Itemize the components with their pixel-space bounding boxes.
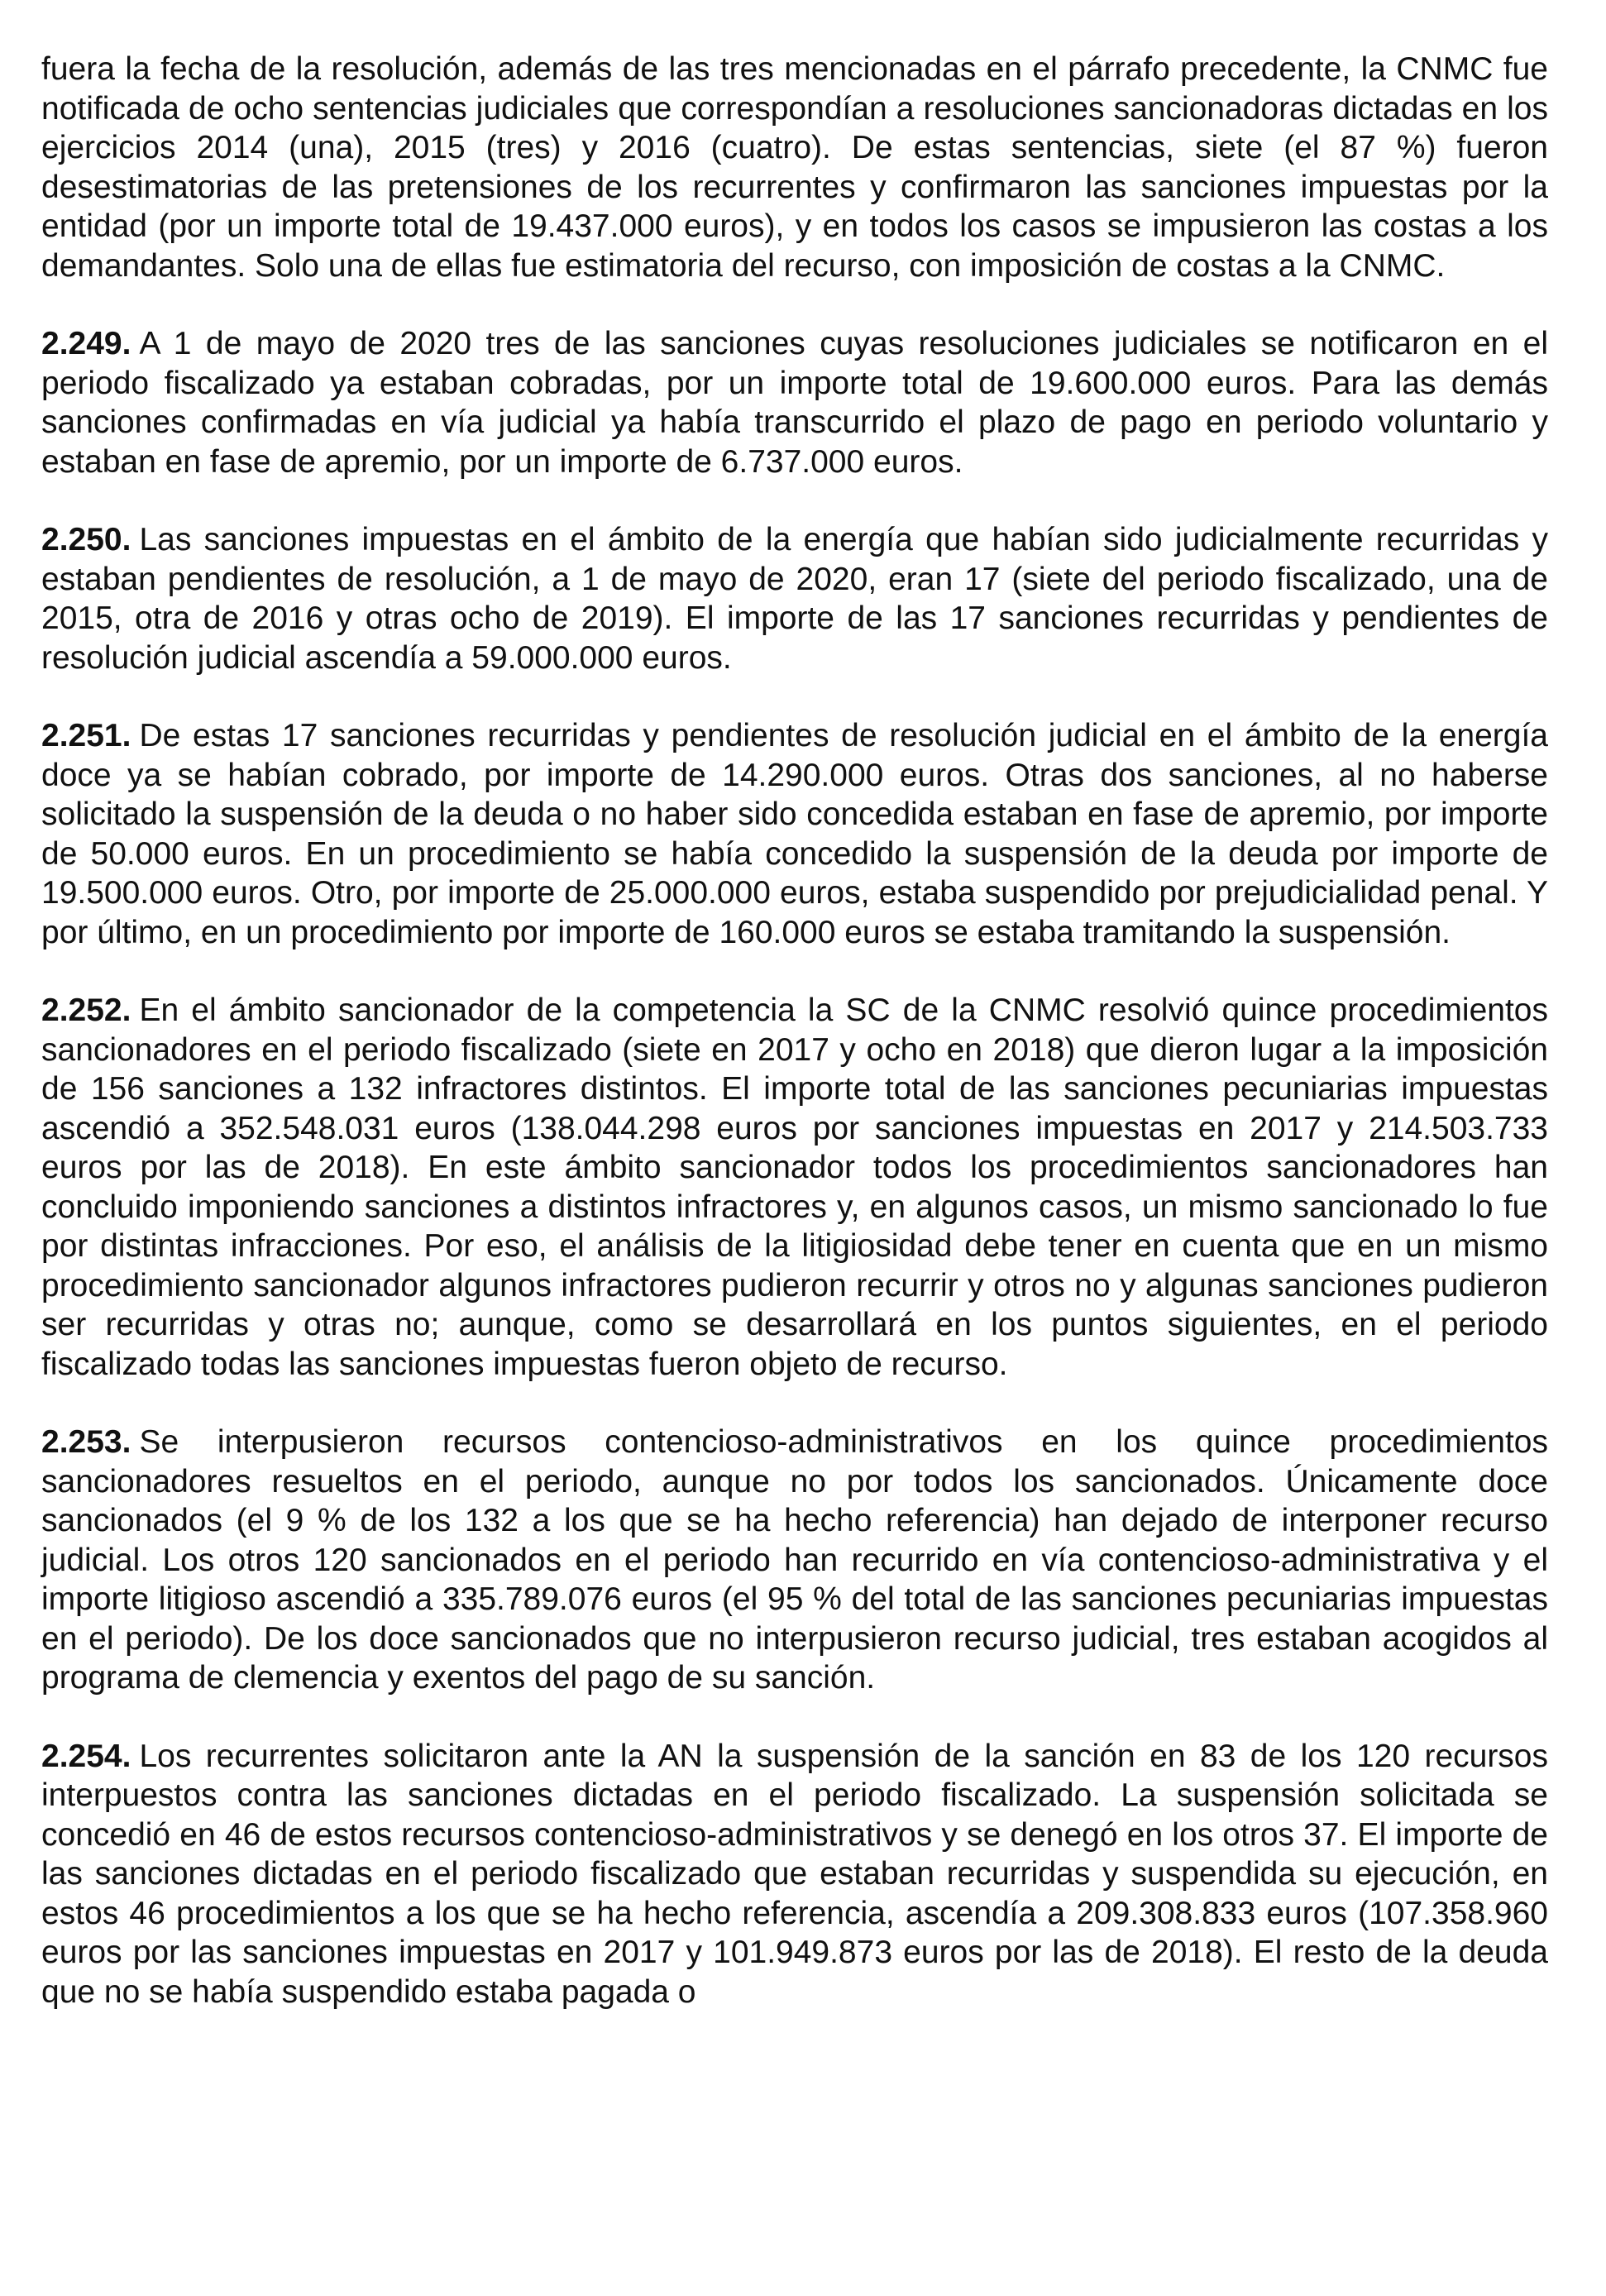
paragraph-number: 2.254. <box>41 1738 131 1774</box>
paragraph-2-253 <box>41 1423 1548 1698</box>
paragraph-text: De estas 17 sanciones recurridas y pendientes de resolución judicial en el ámbito de la energía doce ya se habían cobrado, por importe de 14.290.000 euros. Otras dos sanciones, al no haberse solicitado la suspensión de la deuda o no haber sido concedida estaban en fase de apremio, por importe de 50.000 euros. En un procedimiento se había concedido la suspensión de la deuda por importe de 19.500.000 euros. Otro, por importe de 25.000.000 euros, estaba suspendido por prejudicialidad penal. Y por último, en un procedimiento por importe de 160.000 euros se estaba tramitando la suspensión. <box>41 718 1548 950</box>
paragraph-2-254 <box>41 1737 1548 2012</box>
paragraph-2-249 <box>41 324 1548 481</box>
paragraph-number: 2.250. <box>41 522 131 557</box>
paragraph-number: 2.249. <box>41 326 131 361</box>
paragraph-text: A 1 de mayo de 2020 tres de las sanciones cuyas resoluciones judiciales se notificaron en el periodo fiscalizado ya estaban cobradas, por un importe total de 19.600.000 euros. Para las demás sanciones confirmadas en vía judicial ya había transcurrido el plazo de pago en periodo voluntario y estaban en fase de apremio, por un importe de 6.737.000 euros. <box>41 326 1548 480</box>
paragraph-number: 2.252. <box>41 993 131 1028</box>
paragraph-2-250 <box>41 520 1548 677</box>
paragraph-text: Las sanciones impuestas en el ámbito de la energía que habían sido judicialmente recurridas y estaban pendientes de resolución, a 1 de mayo de 2020, eran 17 (siete del periodo fiscalizado, una de 2015, otra de 2016 y otras ocho de 2019). El importe de las 17 sanciones recurridas y pendientes de resolución judicial ascendía a 59.000.000 euros. <box>41 522 1548 676</box>
paragraph-2-252 <box>41 991 1548 1384</box>
paragraph-number: 2.251. <box>41 718 131 753</box>
paragraph-number: 2.253. <box>41 1424 131 1460</box>
paragraph-text: En el ámbito sancionador de la competencia la SC de la CNMC resolvió quince procedimientos sancionadores en el periodo fiscalizado (siete en 2017 y ocho en 2018) que dieron lugar a la imposición de 156 sanciones a 132 infractores distintos. El importe total de las sanciones pecuniarias impuestas ascendió a 352.548.031 euros (138.044.298 euros por sanciones impuestas en 2017 y 214.503.733 euros por las de 2018). En este ámbito sancionador todos los procedimientos sancionadores han concluido imponiendo sanciones a distintos infractores y, en algunos casos, un mismo sancionado lo fue por distintas infracciones. Por eso, el análisis de la litigiosidad debe tener en cuenta que en un mismo procedimiento sancionador algunos infractores pudieron recurrir y otros no y algunas sanciones pudieron ser recurridas y otras no; aunque, como se desarrollará en los puntos siguientes, en el periodo fiscalizado todas las sanciones impuestas fueron objeto de recurso. <box>41 993 1548 1382</box>
paragraph-continuation <box>41 50 1548 285</box>
paragraph-2-251 <box>41 716 1548 952</box>
paragraph-text: Los recurrentes solicitaron ante la AN la suspensión de la sanción en 83 de los 120 recursos interpuestos contra las sanciones dictadas en el periodo fiscalizado. La suspensión solicitada se concedió en 46 de estos recursos contencioso-administrativos y se denegó en los otros 37. El importe de las sanciones dictadas en el periodo fiscalizado que estaban recurridas y suspendida su ejecución, en estos 46 procedimientos a los que se ha hecho referencia, ascendía a 209.308.833 euros (107.358.960 euros por las sanciones impuestas en 2017 y 101.949.873 euros por las de 2018). El resto de la deuda que no se había suspendido estaba pagada o <box>41 1738 1548 2010</box>
paragraph-text: Se interpusieron recursos contencioso-administrativos en los quince procedimientos sancionadores resueltos en el periodo, aunque no por todos los sancionados. Únicamente doce sancionados (el 9 % de los 132 a los que se ha hecho referencia) han dejado de interponer recurso judicial. Los otros 120 sancionados en el periodo han recurrido en vía contencioso-administrativa y el importe litigioso ascendió a 335.789.076 euros (el 95 % del total de las sanciones pecuniarias impuestas en el periodo). De los doce sancionados que no interpusieron recurso judicial, tres estaban acogidos al programa de clemencia y exentos del pago de su sanción. <box>41 1424 1548 1696</box>
paragraph-text: fuera la fecha de la resolución, además de las tres mencionadas en el párrafo precedente, la CNMC fue notificada de ocho sentencias judiciales que correspondían a resoluciones sancionadoras dictadas en los ejercicios 2014 (una), 2015 (tres) y 2016 (cuatro). De estas sentencias, siete (el 87 %) fueron desestimatorias de las pretensiones de los recurrentes y confirmaron las sanciones impuestas por la entidad (por un importe total de 19.437.000 euros), y en todos los casos se impusieron las costas a los demandantes. Solo una de ellas fue estimatoria del recurso, con imposición de costas a la CNMC. <box>41 51 1548 284</box>
document-page <box>41 50 1548 2050</box>
